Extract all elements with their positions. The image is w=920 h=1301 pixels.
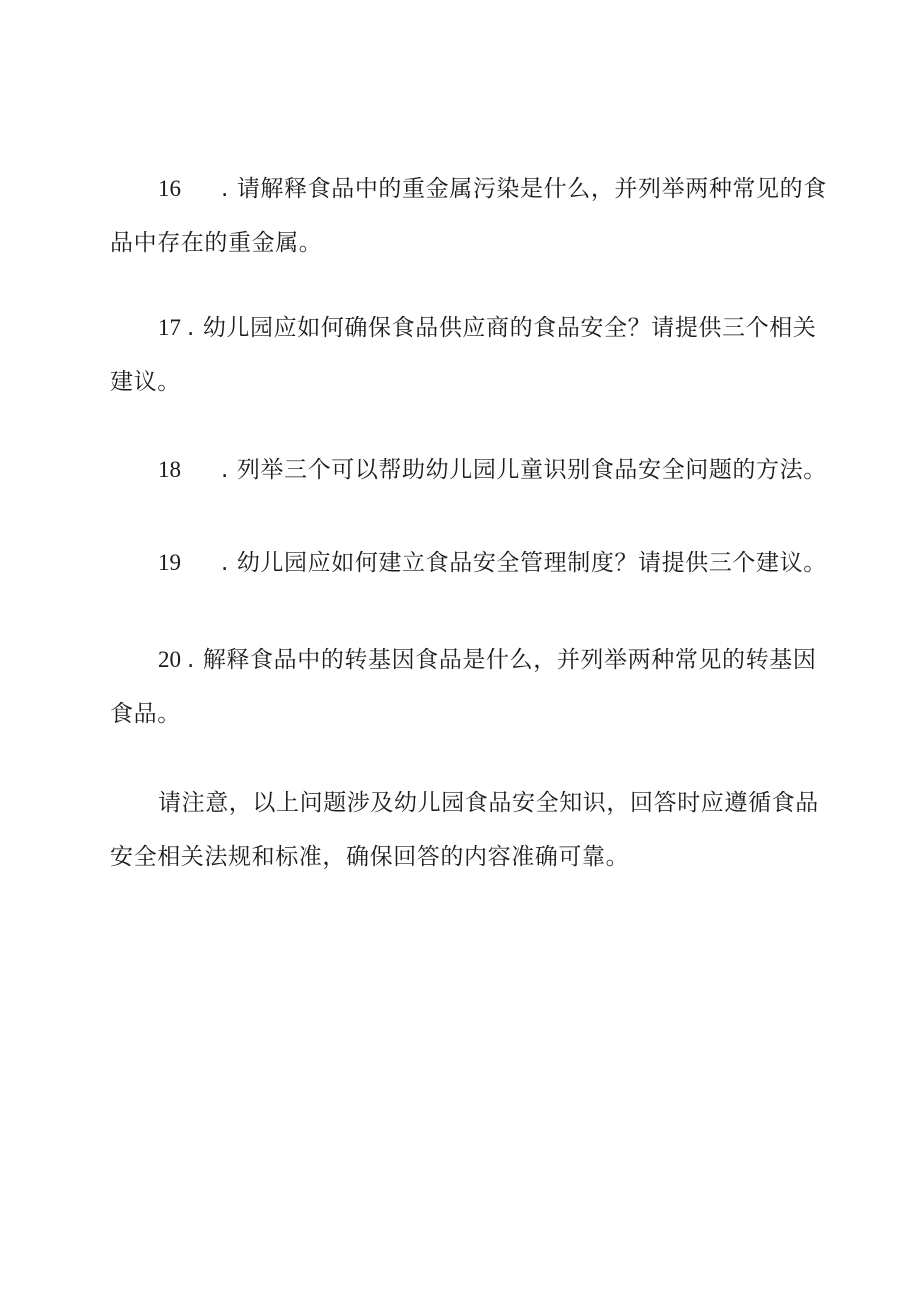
question-number: 17 [158, 315, 181, 340]
question-18 [110, 443, 827, 497]
closing-note [110, 776, 819, 884]
question-20 [110, 633, 817, 741]
question-text-continued: 建议。 [110, 369, 181, 395]
question-number: 19 [158, 550, 181, 575]
note-text: 请注意，以上问题涉及幼儿园食品安全知识，回答时应遵循食品 [158, 790, 819, 816]
question-text: . 幼儿园应如何建立食品安全管理制度？请提供三个建议。 [221, 550, 827, 576]
question-text: . 请解释食品中的重金属污染是什么，并列举两种常见的食 [221, 176, 827, 202]
question-text: . 幼儿园应如何确保食品供应商的食品安全？请提供三个相关 [187, 315, 817, 341]
question-text-continued: 食品。 [110, 701, 181, 727]
question-text-continued: 品中存在的重金属。 [110, 230, 323, 256]
question-number: 20 [158, 647, 181, 672]
note-text-continued: 安全相关法规和标准，确保回答的内容准确可靠。 [110, 844, 630, 870]
question-text: . 解释食品中的转基因食品是什么，并列举两种常见的转基因 [187, 647, 817, 673]
question-19 [110, 536, 827, 590]
question-number: 16 [158, 176, 181, 201]
question-17 [110, 301, 817, 409]
question-16 [110, 162, 827, 270]
question-number: 18 [158, 457, 181, 482]
question-text: . 列举三个可以帮助幼儿园儿童识别食品安全问题的方法。 [221, 457, 827, 483]
